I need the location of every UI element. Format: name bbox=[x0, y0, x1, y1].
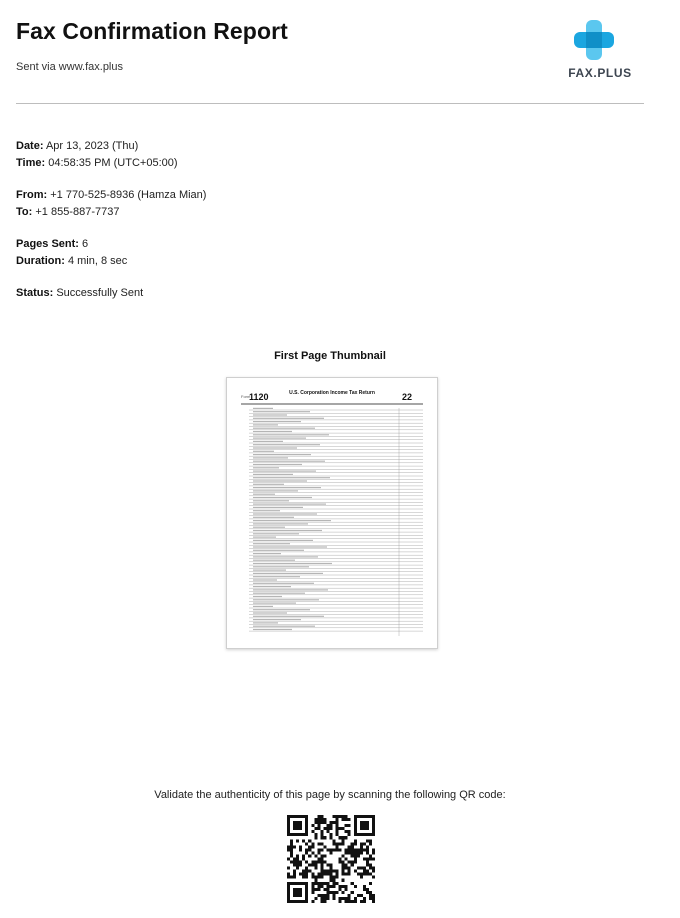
to-row bbox=[16, 204, 206, 221]
pages-row bbox=[16, 236, 206, 253]
page-title: Fax Confirmation Report bbox=[16, 18, 288, 44]
date-value: Apr 13, 2023 (Thu) bbox=[45, 140, 139, 152]
pages-label: Pages Sent: bbox=[16, 238, 79, 250]
to-label: To: bbox=[16, 206, 33, 218]
status-row bbox=[16, 285, 206, 302]
qr-code-icon[interactable] bbox=[287, 815, 375, 903]
brand-name: FAX.PLUS bbox=[568, 66, 632, 80]
duration-value: 4 min, 8 sec bbox=[67, 255, 128, 267]
form-lines bbox=[249, 408, 423, 636]
time-value: 04:58:35 PM (UTC+05:00) bbox=[48, 157, 178, 169]
from-value: +1 770-525-8936 (Hamza Mian) bbox=[50, 189, 207, 201]
from-label: From: bbox=[16, 189, 48, 201]
time-label: Time: bbox=[16, 157, 46, 169]
qr-caption: Validate the authenticity of this page by scanning the following QR code: bbox=[154, 789, 506, 801]
fax-plus-logo-icon bbox=[574, 20, 614, 60]
brand bbox=[556, 20, 646, 82]
duration-label: Duration: bbox=[16, 255, 65, 267]
thumbnail-heading: First Page Thumbnail bbox=[274, 350, 386, 362]
form-title: U.S. Corporation Income Tax Return bbox=[289, 390, 375, 396]
to-value: +1 855-887-7737 bbox=[35, 206, 120, 218]
form-year: 22 bbox=[402, 392, 413, 402]
date-row bbox=[16, 138, 206, 155]
form-number: 1120 bbox=[249, 392, 269, 402]
from-row bbox=[16, 187, 206, 204]
sent-via-text: Sent via www.fax.plus bbox=[16, 61, 123, 73]
first-page-thumbnail bbox=[226, 377, 438, 649]
fax-details bbox=[16, 138, 206, 302]
status-label: Status: bbox=[16, 287, 54, 299]
status-value: Successfully Sent bbox=[56, 287, 144, 299]
svg-text:Form: Form bbox=[241, 394, 251, 399]
tax-form-image bbox=[227, 378, 437, 648]
pages-value: 6 bbox=[82, 238, 89, 250]
header-divider bbox=[16, 103, 644, 104]
duration-row bbox=[16, 253, 206, 270]
time-row bbox=[16, 155, 206, 172]
date-label: Date: bbox=[16, 140, 44, 152]
